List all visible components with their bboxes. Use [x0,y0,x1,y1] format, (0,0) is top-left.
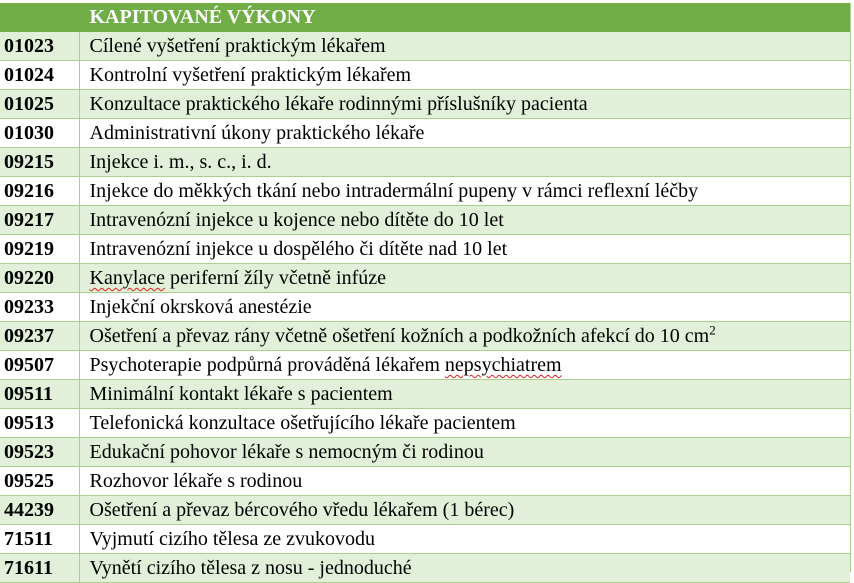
table-row [0,496,850,525]
procedure-description [79,235,850,264]
table-row [0,177,850,206]
table-row [0,525,850,554]
table-row [0,293,850,322]
table-row [0,438,850,467]
description-text: Intravenózní injekce u dospělého či dítěte nad 10 let [89,238,508,260]
table-row [0,322,850,351]
description-text: Vynětí cizího tělesa z nosu - jednoduché [89,557,412,579]
spellcheck-flagged-word: Kanylace [89,267,166,289]
procedure-code: 09215 [0,148,79,177]
procedure-description [79,293,850,322]
header-code-cell [0,3,79,32]
procedure-description [79,525,850,554]
description-text: Rozhovor lékaře s rodinou [89,470,303,492]
table-row [0,119,850,148]
procedure-code: 09219 [0,235,79,264]
description-text: Injekce do měkkých tkání nebo intradermální pupeny v rámci reflexní léčby [89,180,699,202]
table-row [0,32,850,61]
procedure-code: 09525 [0,467,79,496]
procedure-code: 09233 [0,293,79,322]
procedure-description [79,380,850,409]
description-text: Cílené vyšetření praktickým lékařem [89,35,386,57]
procedure-code: 09217 [0,206,79,235]
procedure-code: 09220 [0,264,79,293]
procedure-description [79,177,850,206]
table-title: KAPITOVANÉ VÝKONY [79,3,850,32]
description-text: Kontrolní vyšetření praktickým lékařem [89,64,412,86]
description-text: Vyjmutí cizího tělesa ze zvukovodu [89,528,375,550]
procedure-code: 44239 [0,496,79,525]
table-row [0,467,850,496]
description-text: Konzultace praktického lékaře rodinnými příslušníky pacienta [89,93,588,115]
procedure-code: 09507 [0,351,79,380]
procedure-code: 01030 [0,119,79,148]
description-text-tail: periferní žíly včetně infúze [165,267,387,289]
procedure-description [79,90,850,119]
description-text: Edukační pohovor lékaře s nemocným či rodinou [89,441,484,463]
description-text: Injekční okrsková anestézie [89,296,312,318]
table-row [0,264,850,293]
procedure-code: 01025 [0,90,79,119]
procedure-description [79,351,850,380]
description-text: Ošetření a převaz bércového vředu lékařem (1 bérec) [89,499,515,521]
procedure-code: 71511 [0,525,79,554]
table-body [0,32,850,583]
description-text: Psychoterapie podpůrná prováděná lékařem [89,354,445,376]
table-row [0,61,850,90]
description-text: Injekce i. m., s. c., i. d. [89,151,272,173]
procedure-description [79,322,850,351]
procedure-description [79,438,850,467]
description-text: Telefonická konzultace ošetřujícího lékaře pacientem [89,412,516,434]
procedure-description [79,264,850,293]
procedure-code: 09513 [0,409,79,438]
description-text: Intravenózní injekce u kojence nebo dítěte do 10 let [89,209,504,231]
table-row [0,351,850,380]
procedure-description [79,148,850,177]
procedure-code: 71611 [0,554,79,583]
table-row [0,148,850,177]
description-text: Ošetření a převaz rány včetně ošetření kožních a podkožních afekcí do 10 cm [89,325,710,347]
table-row [0,90,850,119]
procedure-description [79,32,850,61]
table-right-border [850,3,851,572]
procedure-description [79,496,850,525]
procedure-description [79,467,850,496]
procedure-code: 09216 [0,177,79,206]
procedure-code: 01023 [0,32,79,61]
procedures-table [0,3,850,583]
table-row [0,206,850,235]
spellcheck-flagged-word: nepsychiatrem [444,354,562,376]
procedure-code: 01024 [0,61,79,90]
procedure-description [79,61,850,90]
description-text: Minimální kontakt lékaře s pacientem [89,383,393,405]
procedure-description [79,206,850,235]
description-text: Administrativní úkony praktického lékaře [89,122,425,144]
procedure-description [79,119,850,148]
table-header-row [0,3,850,32]
table-row [0,409,850,438]
table-row [0,235,850,264]
procedure-code: 09237 [0,322,79,351]
procedure-description [79,554,850,583]
procedure-code: 09523 [0,438,79,467]
procedure-description [79,409,850,438]
procedure-code: 09511 [0,380,79,409]
superscript: 2 [709,322,716,338]
table-row [0,380,850,409]
table-row [0,554,850,583]
